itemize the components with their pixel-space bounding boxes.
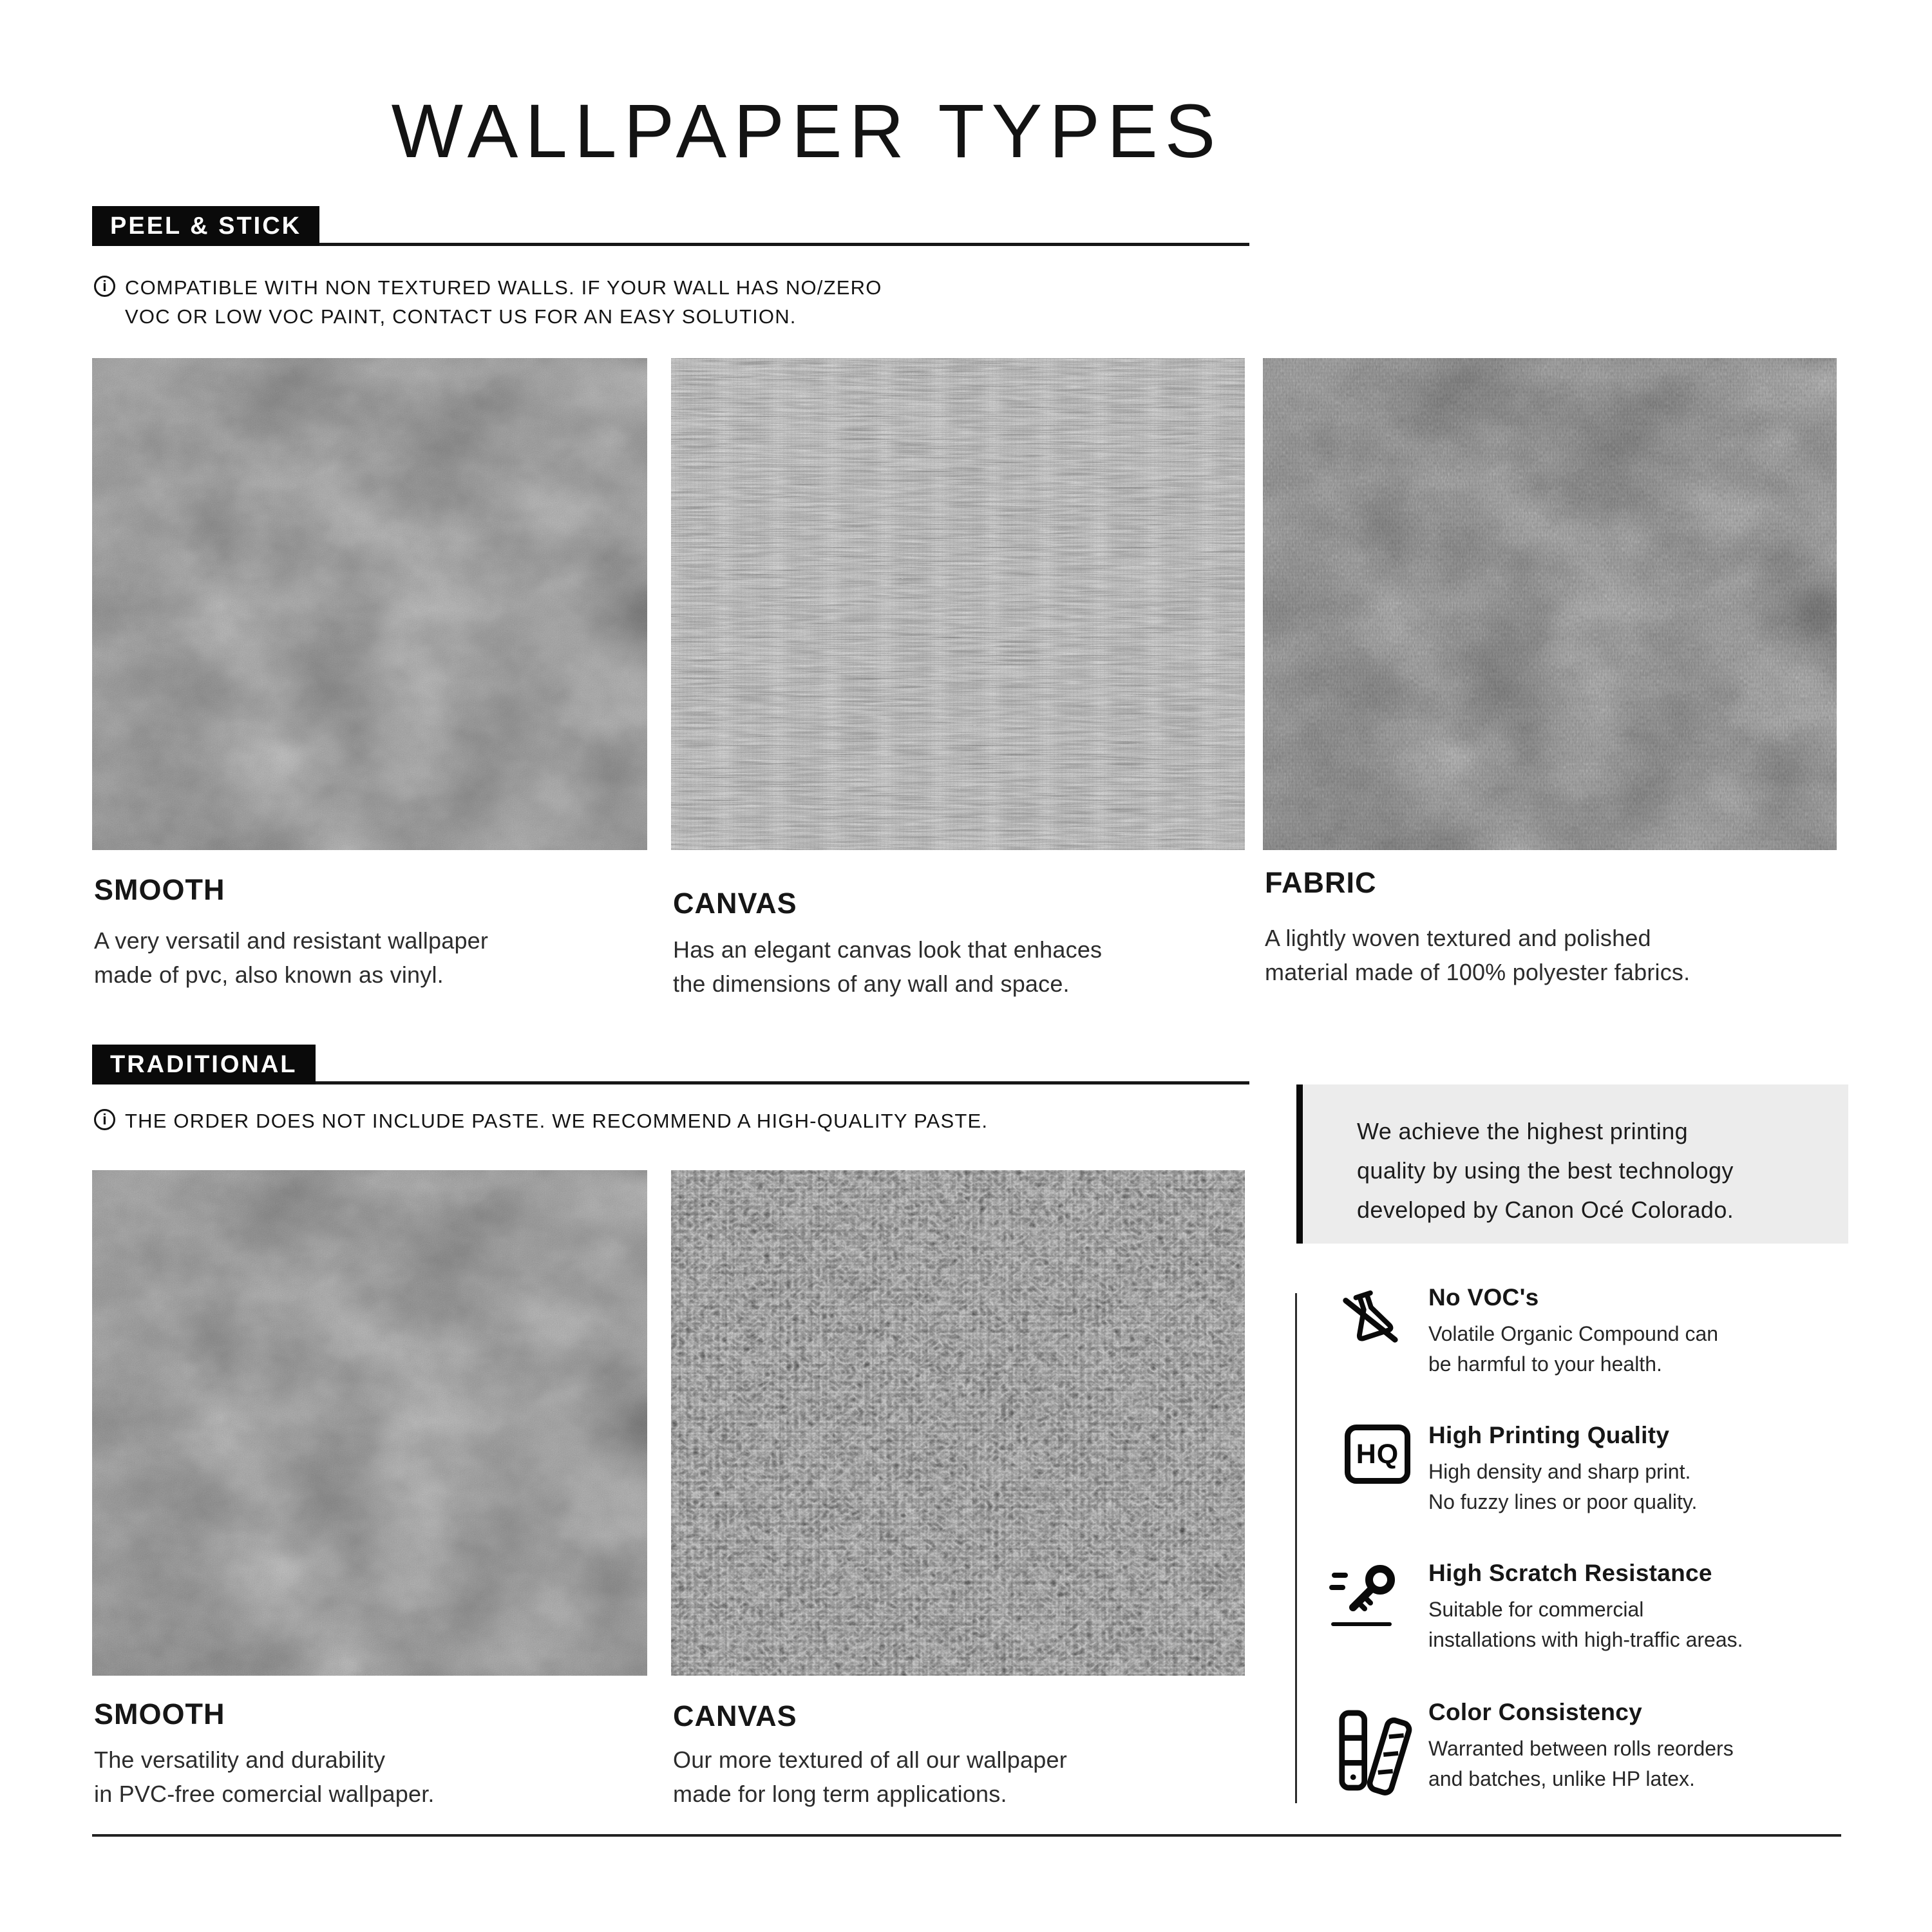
texture-swatch-traditional-smooth <box>92 1170 647 1676</box>
note-line: THE ORDER DOES NOT INCLUDE PASTE. WE RECOMMEND A HIGH-QUALITY PASTE. <box>125 1110 989 1132</box>
peel-stick-note <box>94 273 882 331</box>
desc-line: A lightly woven textured and polished <box>1265 925 1651 951</box>
texture-swatch-peel-fabric <box>1263 358 1837 850</box>
texture-swatch-peel-canvas <box>671 358 1245 850</box>
desc-line: the dimensions of any wall and space. <box>673 971 1070 997</box>
feature-description <box>1428 1457 1697 1517</box>
swatch-label-smooth: SMOOTH <box>94 1698 225 1730</box>
feature-title: Color Consistency <box>1428 1699 1642 1725</box>
no-voc-flask-icon <box>1337 1283 1400 1356</box>
footer-rule <box>92 1834 1841 1837</box>
feature-high-scratch-resistance <box>1428 1560 1743 1655</box>
callout-line: We achieve the highest printing <box>1357 1118 1689 1144</box>
desc-line: material made of 100% polyester fabrics. <box>1265 959 1690 985</box>
traditional-note <box>94 1106 988 1135</box>
swatch-label-canvas: CANVAS <box>673 887 797 920</box>
desc-line: be harmful to your health. <box>1428 1352 1662 1376</box>
desc-line: Has an elegant canvas look that enhaces <box>673 936 1103 963</box>
swatch-description-smooth <box>94 923 488 992</box>
feature-color-consistency <box>1428 1699 1734 1794</box>
desc-line: Warranted between rolls reorders <box>1428 1737 1734 1760</box>
canvas-texture-image <box>671 1170 1245 1676</box>
feature-description <box>1428 1595 1743 1655</box>
hq-icon-label: HQ <box>1356 1438 1399 1470</box>
info-icon <box>94 276 115 297</box>
swatch-description-smooth <box>94 1743 435 1811</box>
desc-line: High density and sharp print. <box>1428 1460 1691 1483</box>
color-swatch-icon <box>1338 1703 1416 1800</box>
note-line: COMPATIBLE WITH NON TEXTURED WALLS. IF YOUR WALL HAS NO/ZERO <box>125 276 882 299</box>
scratch-key-icon <box>1329 1556 1404 1634</box>
hq-badge-icon <box>1345 1425 1410 1484</box>
desc-line: in PVC-free comercial wallpaper. <box>94 1781 435 1807</box>
feature-no-voc <box>1428 1284 1718 1379</box>
info-icon-glyph: i <box>102 1111 107 1128</box>
desc-line: A very versatil and resistant wallpaper <box>94 927 489 954</box>
callout-line: developed by Canon Océ Colorado. <box>1357 1197 1734 1223</box>
swatch-description-canvas <box>673 1743 1067 1811</box>
texture-swatch-traditional-canvas <box>671 1170 1245 1676</box>
swatch-description-fabric <box>1265 921 1690 989</box>
section-badge-peel-stick: PEEL & STICK <box>92 206 319 246</box>
feature-description <box>1428 1734 1734 1794</box>
fabric-texture-image <box>1263 358 1837 850</box>
feature-title: High Printing Quality <box>1428 1422 1670 1448</box>
desc-line: The versatility and durability <box>94 1747 386 1773</box>
feature-title: No VOC's <box>1428 1284 1539 1311</box>
page-title: WALLPAPER TYPES <box>391 89 1223 174</box>
desc-line: made for long term applications. <box>673 1781 1007 1807</box>
desc-line: Suitable for commercial <box>1428 1598 1644 1621</box>
printing-quality-callout <box>1296 1084 1848 1244</box>
feature-high-printing-quality <box>1428 1422 1697 1517</box>
desc-line: Our more textured of all our wallpaper <box>673 1747 1067 1773</box>
feature-title: High Scratch Resistance <box>1428 1560 1712 1586</box>
feature-description <box>1428 1319 1718 1379</box>
texture-swatch-peel-smooth <box>92 358 647 850</box>
swatch-description-canvas <box>673 933 1102 1001</box>
info-icon-glyph: i <box>102 278 107 294</box>
desc-line: and batches, unlike HP latex. <box>1428 1767 1695 1790</box>
swatch-label-smooth: SMOOTH <box>94 873 225 906</box>
smooth-texture-image <box>92 1170 647 1676</box>
features-divider-line <box>1295 1293 1297 1803</box>
note-line: VOC OR LOW VOC PAINT, CONTACT US FOR AN EASY SOLUTION. <box>125 305 797 328</box>
desc-line: made of pvc, also known as vinyl. <box>94 961 444 988</box>
desc-line: installations with high-traffic areas. <box>1428 1628 1743 1651</box>
desc-line: No fuzzy lines or poor quality. <box>1428 1490 1698 1513</box>
desc-line: Volatile Organic Compound can <box>1428 1322 1719 1345</box>
peel-stick-note-text <box>125 273 882 331</box>
swatch-label-fabric: FABRIC <box>1265 866 1377 899</box>
traditional-note-text <box>125 1106 988 1135</box>
canvas-texture-image <box>671 358 1245 850</box>
info-icon <box>94 1109 115 1130</box>
callout-line: quality by using the best technology <box>1357 1157 1734 1184</box>
swatch-label-canvas: CANVAS <box>673 1700 797 1732</box>
section-badge-traditional: TRADITIONAL <box>92 1045 316 1084</box>
smooth-texture-image <box>92 358 647 850</box>
